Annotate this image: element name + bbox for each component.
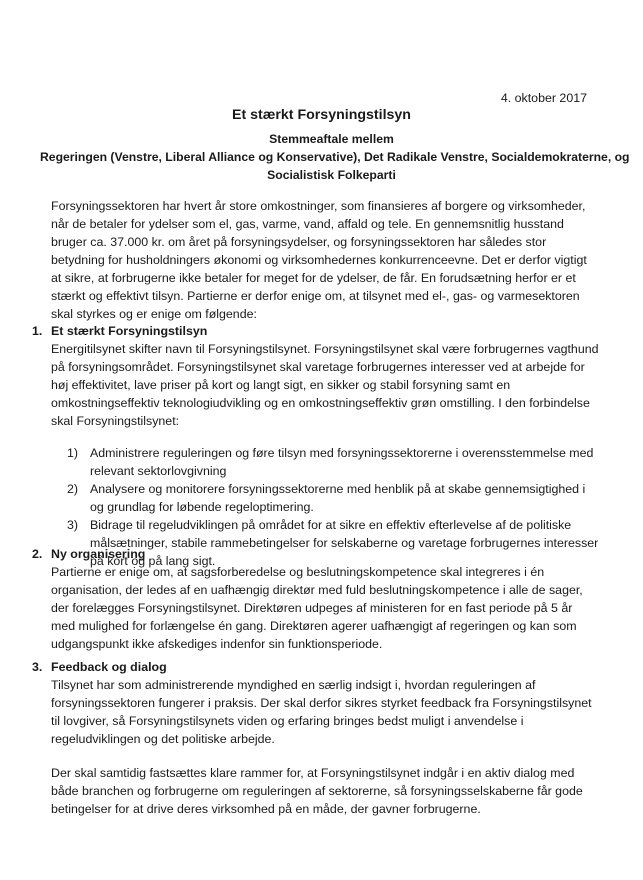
section-body: Partierne er enige om, at sagsforberedelse og beslutningskompetence skal integreres i én organisation, der ledes af en uafhængig direktør med fuld beslutningskompetence i alle de sager, der forelægges Forsyningstilsynet. Direktøren udpeges af ministeren for en fast periode på 5 år med mulighed for forlængelse én gang. Direktøren agerer uafhængigt af regeringen og kan som udgangspunkt ikke afskediges indenfor sin funktionsperiode. — [51, 565, 583, 651]
section-1 — [32, 322, 599, 570]
section-title: Ny organisering — [51, 547, 146, 561]
subtitle-line: Regeringen (Venstre, Liberal Alliance og Konservative), Det Radikale Venstre, Socialdemokraterne, og — [40, 150, 630, 164]
subtitle-line: Stemmeaftale mellem — [269, 132, 394, 146]
section-body: Energitilsynet skifter navn til Forsyningstilsynet. Forsyningstilsynet skal være forbrugernes vagthund på forsyningsområdet. Forsyningstilsynet skal varetage forbrugernes interesser ved at arbejde for høj effektivitet, lave priser på kort og langt sigt, en sikker og stabil forsyning samt en omkostningseffektiv teknologiudvikling og en omkostningseffektiv grøn omstilling. I den forbindelse skal Forsyningstilsynet: — [51, 342, 599, 428]
section-heading — [32, 322, 599, 340]
section-2 — [32, 545, 599, 653]
subtitle-line: Socialistisk Folkeparti — [267, 168, 396, 182]
document-subtitle — [40, 130, 630, 184]
section-heading — [32, 658, 599, 676]
section-title: Feedback og dialog — [51, 660, 167, 674]
section-number: 2. — [32, 547, 43, 561]
list-item-number: 1) — [67, 446, 79, 460]
list-item — [51, 480, 599, 516]
list-item-text: Analysere og monitorere forsyningssektorerne med henblik på at skabe gennemsigtighed i og grundlag for løbende regeloptimering. — [90, 482, 586, 514]
document-title: Et stærkt Forsyningstilsyn — [232, 107, 411, 123]
list-item-number: 3) — [67, 518, 79, 532]
section-body: Tilsynet har som administrerende myndighed en særlig indsigt i, hvordan reguleringen af forsyningssektoren fungerer i praksis. Der skal derfor sikres styrket feedback fra Forsyningstilsynet til lovgiver, så Forsyningstilsynets viden og erfaring bringes bedst muligt i anvendelse i regeludviklingen og det politiske arbejde. — [51, 678, 592, 746]
section-number: 3. — [32, 660, 43, 674]
list-item-text: Bidrage til regeludviklingen på området for at sikre en effektiv efterlevelse af de politiske målsætninger, stabile rammebetingelser for selskaberne og varetage forbrugernes interesser på kort og på lang sigt. — [90, 518, 599, 568]
section-number: 1. — [32, 324, 43, 338]
list-item-number: 2) — [67, 482, 79, 496]
intro-paragraph: Forsyningssektoren har hvert år store omkostninger, som finansieres af borgere og virksomheder, når de betaler for ydelser som el, gas, varme, vand, affald og tele. En gennemsnitlig husstand bruger ca. 37.000 kr. om året på forsyningsydelser, og forsyningssektoren har således stor betydning for husholdningers økonomi og virksomhedernes konkurrenceevne. Det er derfor vigtigt at sikre, at forbrugerne ikke betaler for meget for de ydelser, de får. En forudsætning herfor er et stærkt og effektivt tilsyn. Partierne er derfor enige om, at tilsynet med el-, gas- og varmesektoren skal styrkes og er enige om følgende: — [51, 199, 587, 321]
document-date: 4. oktober 2017 — [500, 91, 587, 105]
section-title: Et stærkt Forsyningstilsyn — [51, 324, 208, 338]
section-3 — [32, 658, 599, 818]
section-heading — [32, 545, 599, 563]
list-item — [51, 444, 599, 480]
list-item-text: Administrere reguleringen og føre tilsyn med forsyningssektorerne i overensstemmelse med relevant sektorlovgivning — [90, 446, 594, 478]
section-body-2: Der skal samtidig fastsættes klare rammer for, at Forsyningstilsynet indgår i en aktiv dialog med både branchen og forbrugerne om reguleringen af sektorerne, så forsyningsselskaberne får gode betingelser for at drive deres virksomhed på en måde, der gavner forbrugerne. — [51, 766, 583, 816]
